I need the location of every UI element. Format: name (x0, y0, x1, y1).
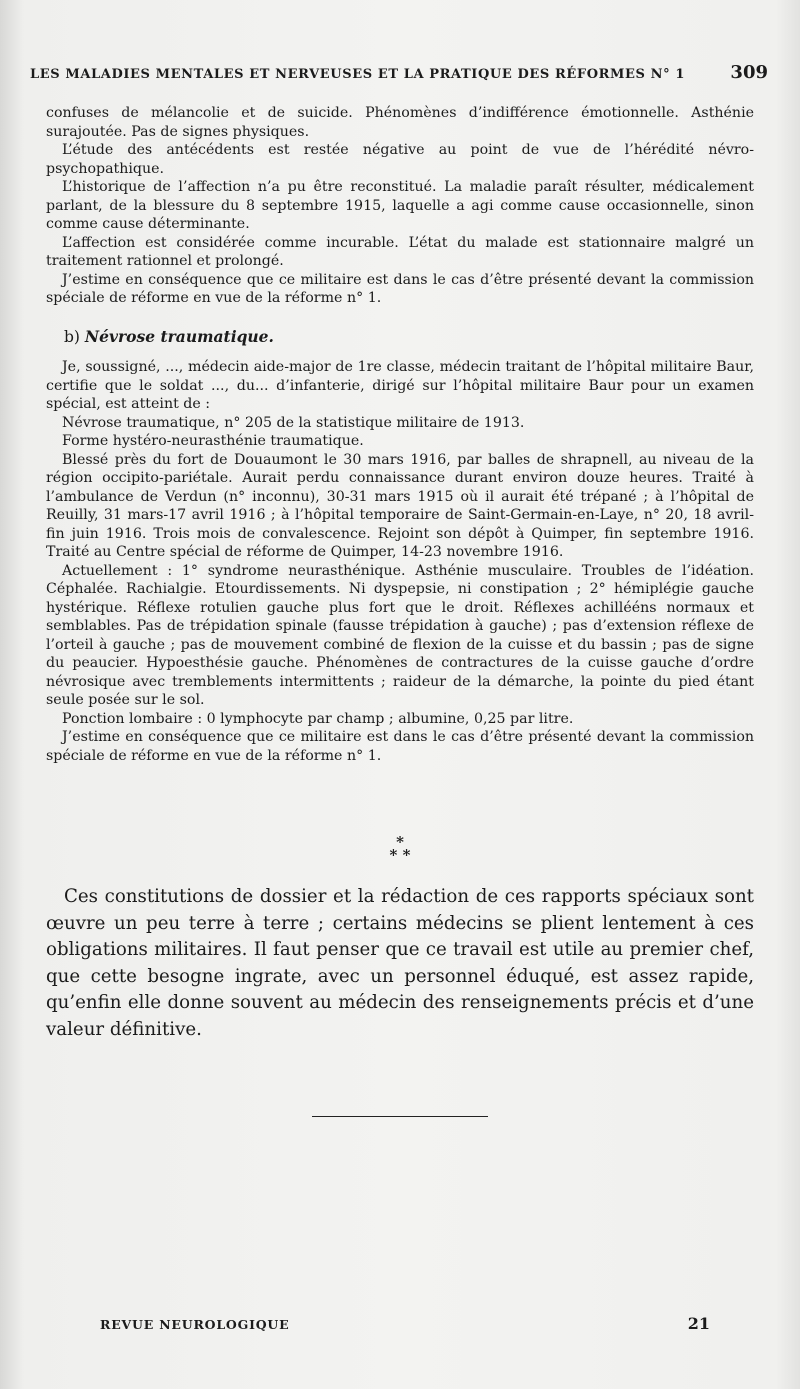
main-text-block (46, 104, 754, 765)
section-heading (64, 328, 754, 347)
paragraph: J’estime en conséquence que ce militaire est dans le cas d’être présenté devant la commission spéciale de réforme en vue de la réforme n° 1. (46, 271, 754, 306)
page-footer (100, 1314, 710, 1333)
paragraph: Je, soussigné, ..., médecin aide-major de 1re classe, médecin traitant de l’hôpital militaire Baur, certifie que le soldat ..., du... d’infanterie, dirigé sur l’hôpital militaire Baur pour un examen spécial, est atteint de : (46, 359, 754, 412)
paragraph: Actuellement : 1° syndrome neurasthénique. Asthénie musculaire. Troubles de l’idéation. Céphalée. Rachialgie. Etourdissements. Ni dyspepsie, ni constipation ; 2° hémiplégie gauche hystérique. Réflexe rotulien gauche plus fort que le droit. Réflexes achillééns normaux et semblables. Pas de trépidation spinale (fausse trépidation à gauche) ; pas d’extension réflexe de l’orteil à gauche ; pas de mouvement combiné de flexion de la cuisse et du bassin ; pas de signe du peaucier. Hypoesthésie gauche. Phénomènes de contractures de la cuisse gauche d’ordre névrosique avec tremblements intermittents ; raideur de la démarche, la pointe du pied étant seule posée sur le sol. (46, 562, 754, 708)
paragraph: L’étude des antécédents est restée négative au point de vue de l’hérédité névro-psychopathique. (46, 142, 754, 177)
paragraph: L’historique de l’affection n’a pu être reconstitué. La maladie paraît résulter, médicalement parlant, de la blessure du 8 septembre 1915, laquelle a agi comme cause occasionnelle, sinon comme cause déterminante. (46, 179, 754, 232)
conclusion-paragraph: Ces constitutions de dossier et la rédaction de ces rapports spéciaux sont œuvre un peu terre à terre ; certains médecins se plient lentement à ces obligations militaires. Il faut penser que ce travail est utile au premier chef, que cette besogne ingrate, avec un personnel éduqué, est assez rapide, qu’enfin elle donne souvent au médecin des renseignements précis et d’une valeur définitive. (46, 886, 754, 1040)
running-header (30, 62, 768, 83)
paragraph: L’affection est considérée comme incurable. L’état du malade est stationnaire malgré un traitement rationnel et prolongé. (46, 234, 754, 269)
paragraph: confuses de mélancolie et de suicide. Phénomènes d’indifférence émotionnelle. Asthénie surajoutée. Pas de signes physiques. (46, 105, 754, 140)
conclusion-text-block (46, 884, 754, 1043)
section-title: Névrose traumatique. (84, 326, 274, 346)
page-number: 309 (730, 62, 768, 83)
asterism-divider (380, 833, 420, 864)
asterism-top: * (396, 833, 404, 851)
paragraph: Forme hystéro-neurasthénie traumatique. (62, 433, 364, 449)
asterism-bottom: * * (389, 846, 411, 864)
section-label: b) (64, 327, 80, 346)
paragraph: J’estime en conséquence que ce militaire est dans le cas d’être présenté devant la commission spéciale de réforme en vue de la réforme n° 1. (46, 729, 754, 764)
horizontal-rule (312, 1116, 488, 1117)
paragraph: Névrose traumatique, n° 205 de la statistique militaire de 1913. (62, 414, 525, 431)
paragraph: Blessé près du fort de Douaumont le 30 mars 1916, par balles de shrapnell, au niveau de la région occipito-pariétale. Aurait perdu connaissance durant environ douze heures. Traité à l’ambulance de Verdun (n° inconnu), 30-31 mars 1915 où il aurait été trépané ; à l’hôpital de Reuilly, 31 mars-17 avril 1916 ; à l’hôpital temporaire de Saint-Germain-en-Laye, n° 20, 18 avril-fin juin 1916. Trois mois de convalescence. Rejoint son dépôt à Quimper, fin septembre 1916. Traité au Centre spécial de réforme de Quimper, 14-23 novembre 1916. (46, 451, 754, 560)
journal-name: REVUE NEUROLOGIQUE (100, 1317, 290, 1332)
signature-number: 21 (687, 1314, 710, 1333)
running-title: LES MALADIES MENTALES ET NERVEUSES ET LA PRATIQUE DES RÉFORMES N° 1 (30, 67, 686, 82)
paragraph: Ponction lombaire : 0 lymphocyte par champ ; albumine, 0,25 par litre. (62, 710, 574, 727)
